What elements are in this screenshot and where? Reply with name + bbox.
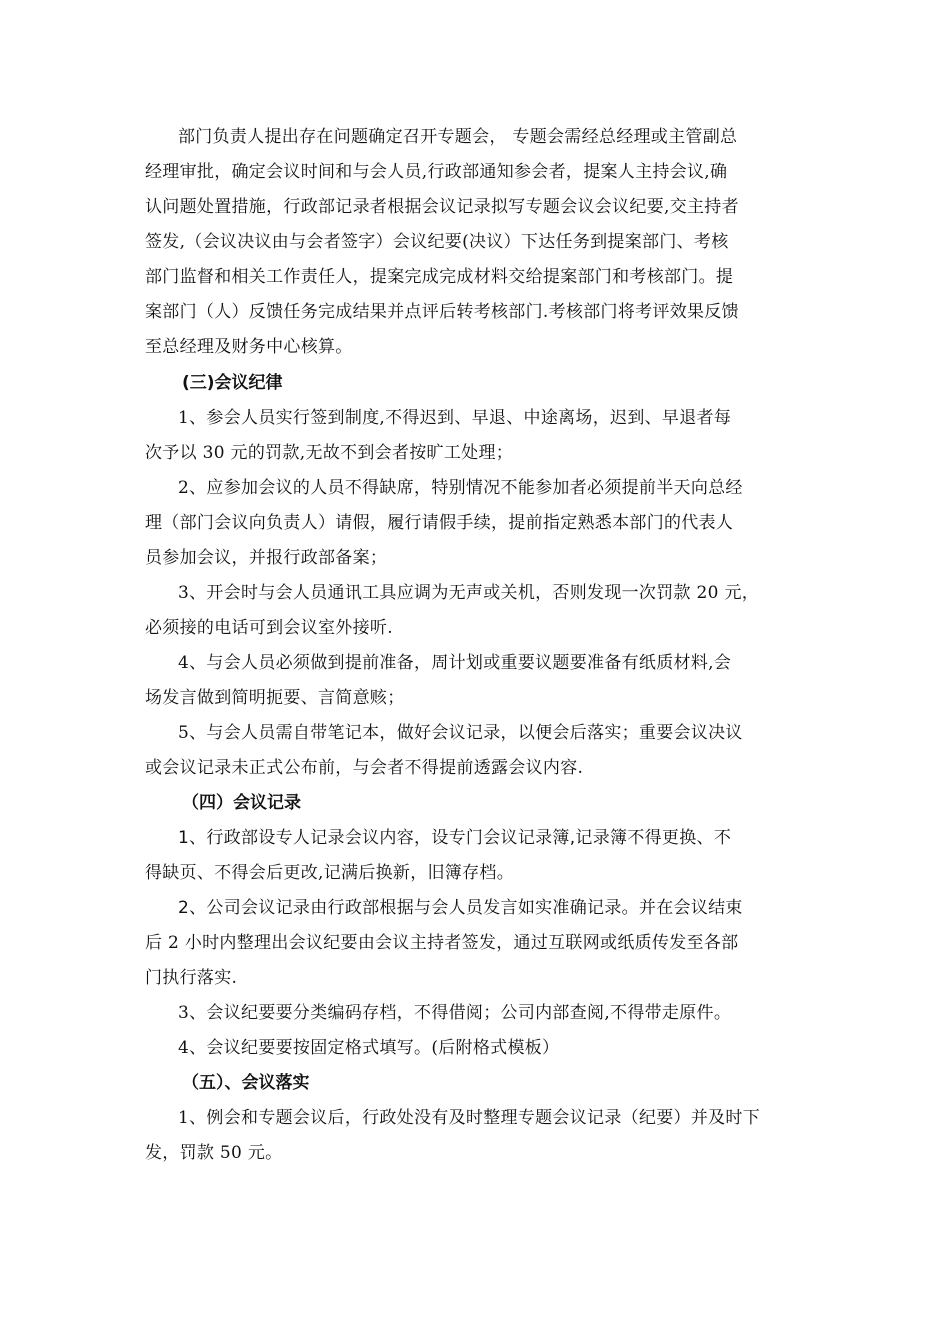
- list-item-line: 1、行政部设专人记录会议内容，设专门会议记录簿,记录簿不得更换、不: [178, 828, 732, 848]
- body-text-line: 签发,（会议决议由与会者签字）会议纪要(决议）下达任务到提案部门、考核: [145, 232, 729, 252]
- list-item-line: 4、会议纪要要按固定格式填写。(后附格式模板）: [178, 1038, 560, 1058]
- body-text-line: 经理审批，确定会议时间和与会人员,行政部通知参会者，提案人主持会议,确: [145, 162, 728, 182]
- list-item-line: 2、公司会议记录由行政部根据与会人员发言如实准确记录。并在会议结束: [178, 898, 743, 918]
- list-item-line: 场发言做到简明扼要、言简意赅；: [145, 688, 405, 708]
- list-item-line: 5、与会人员需自带笔记本，做好会议记录，以便会后落实；重要会议决议: [178, 723, 743, 743]
- list-item-line: 门执行落实.: [145, 968, 238, 988]
- list-item-line: 理（部门会议向负责人）请假，履行请假手续，提前指定熟悉本部门的代表人: [145, 513, 734, 533]
- body-text-line: 部门负责人提出存在问题确定召开专题会， 专题会需经总经理或主管副总: [178, 127, 738, 147]
- list-item-line: 员参加会议，并报行政部备案；: [145, 548, 388, 568]
- section-heading-meeting-implementation: （五）、会议落实: [182, 1073, 310, 1093]
- list-item-line: 1、参会人员实行签到制度,不得迟到、早退、中途离场，迟到、早退者每: [178, 408, 732, 428]
- list-item-line: 后 2 小时内整理出会议纪要由会议主持者签发，通过互联网或纸质传发至各部: [145, 933, 739, 953]
- list-item-line: 发，罚款 50 元。: [145, 1143, 283, 1163]
- list-item-line: 得缺页、不得会后更改,记满后换新，旧簿存档。: [145, 863, 515, 883]
- body-text-line: 案部门（人）反馈任务完成结果并点评后转考核部门.考核部门将考评效果反馈: [145, 302, 739, 322]
- list-item-line: 或会议记录未正式公布前，与会者不得提前透露会议内容.: [145, 758, 584, 778]
- list-item-line: 3、开会时与会人员通讯工具应调为无声或关机，否则发现一次罚款 20 元，: [178, 583, 760, 603]
- body-text-line: 至总经理及财务中心核算。: [145, 337, 353, 357]
- list-item-line: 1、例会和专题会议后，行政处没有及时整理专题会议记录（纪要）并及时下: [178, 1108, 761, 1128]
- list-item-line: 4、与会人员必须做到提前准备，周计划或重要议题要准备有纸质材料,会: [178, 653, 732, 673]
- list-item-line: 必须接的电话可到会议室外接听.: [145, 618, 393, 638]
- section-heading-meeting-records: （四）会议记录: [182, 793, 301, 813]
- list-item-line: 次予以 30 元的罚款,无故不到会者按旷工处理；: [145, 443, 514, 463]
- section-heading-meeting-discipline: (三)会议纪律: [182, 373, 283, 393]
- list-item-line: 2、应参加会议的人员不得缺席，特别情况不能参加者必须提前半天向总经: [178, 478, 743, 498]
- body-text-line: 认问题处置措施，行政部记录者根据会议记录拟写专题会议会议纪要,交主持者: [145, 197, 739, 217]
- list-item-line: 3、会议纪要要分类编码存档，不得借阅；公司内部查阅,不得带走原件。: [178, 1003, 732, 1023]
- body-text-line: 部门监督和相关工作责任人，提案完成完成材料交给提案部门和考核部门。提: [145, 267, 734, 287]
